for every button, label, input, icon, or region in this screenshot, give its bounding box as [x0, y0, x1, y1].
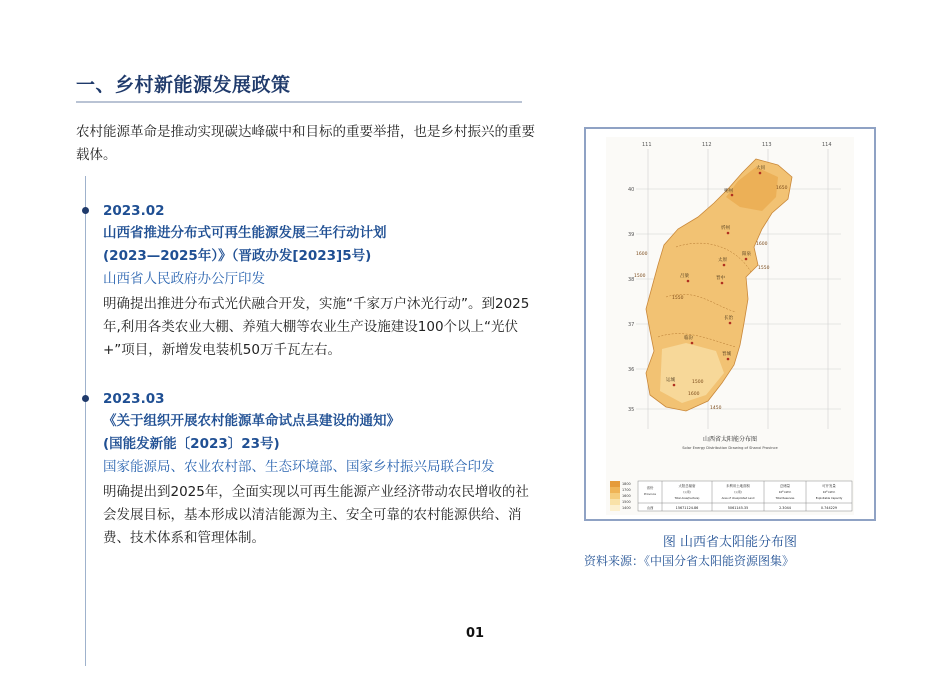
figure-source: 资料来源：《中国分省太阳能资源图集》: [584, 554, 795, 568]
city-label: 长治: [724, 316, 733, 321]
legend-label: 1700: [622, 488, 631, 492]
section-title: 一、乡村新能源发展政策: [76, 74, 291, 96]
entry-issuer: 国家能源局、农业农村部、生态环境部、国家乡村振兴局联合印发: [103, 459, 495, 475]
table-cell: 0.744229: [820, 506, 838, 510]
entry-year: 2023.02: [103, 203, 165, 219]
entry-body: 明确提出到2025年，全面实现以可再生能源产业经济带动农民增收的社会发展目标，基本形成以清洁能源为主、安全可靠的农村能源供给、消费、技术体系和管理体制。: [103, 484, 529, 546]
contour-label: 1550: [758, 266, 770, 271]
city-label: 大同: [756, 166, 765, 171]
longitude-label: 114: [822, 142, 832, 148]
longitude-label: 113: [762, 142, 772, 148]
intro-paragraph: 农村能源革命是推动实现碳达峰碳中和目标的重要举措，也是乡村振兴的重要载体。: [76, 124, 535, 163]
table-header-en: Exploitable Capacity: [815, 497, 843, 500]
table-header-unit: (公顷): [683, 490, 691, 494]
title-divider: [76, 101, 522, 103]
entry-issuer: 山西省人民政府办公厅印发: [103, 271, 265, 287]
longitude-label: 111: [642, 142, 652, 148]
contour-label: 1600: [756, 242, 768, 247]
legend-label: 1800: [622, 482, 631, 486]
latitude-label: 40: [628, 187, 635, 193]
contour-label: 1600: [688, 392, 700, 397]
table-header-en: Total Area(hectare): [674, 497, 700, 500]
page-number: 01: [465, 626, 485, 641]
table-cell: 15671124.86: [675, 506, 699, 510]
longitude-label: 112: [702, 142, 712, 148]
legend: [610, 481, 631, 511]
city-label: 忻州: [721, 226, 730, 231]
legend-swatch: [610, 493, 620, 499]
city-label: 吕梁: [680, 274, 689, 279]
latitude-label: 39: [628, 232, 635, 238]
city-label: 朔州: [724, 189, 733, 194]
contour-label: 1600: [636, 252, 648, 257]
legend-swatch: [610, 487, 620, 493]
table-header-en: Province: [644, 492, 656, 496]
legend-label: 1600: [622, 494, 631, 498]
timeline-dot: [82, 395, 89, 402]
city-label: 晋中: [716, 276, 725, 281]
map-sheet: [606, 137, 854, 515]
table-header: 省份: [646, 486, 654, 490]
legend-swatch: [610, 481, 620, 487]
table-cell: 5061145.35: [727, 506, 749, 510]
resource-table: [638, 481, 852, 511]
contour-label: 1500: [634, 274, 646, 279]
table-header-unit: (公顷): [734, 490, 742, 494]
city-label: 临汾: [684, 336, 693, 341]
latitude-label: 36: [628, 367, 635, 373]
table-header-en: Total Reserves: [775, 497, 795, 500]
table-header: 未利用土地面积: [726, 484, 750, 488]
table-header-en: Area of Unexploited Land: [721, 497, 755, 500]
city-label: 运城: [666, 378, 675, 383]
table-header: 总储量: [779, 484, 791, 488]
map-title: 山西省太阳能分布图: [702, 436, 758, 443]
legend-label: 1400: [622, 506, 631, 510]
city-label: 阳泉: [742, 252, 751, 257]
latitude-label: 38: [628, 277, 635, 283]
legend-swatch: [610, 499, 620, 505]
contour-label: 1450: [710, 406, 722, 411]
legend-label: 1500: [622, 500, 631, 504]
latitude-label: 37: [628, 322, 635, 328]
policy-entry: [103, 388, 531, 550]
shanxi-solar-map: [606, 137, 854, 515]
entry-title: 《关于组织开展农村能源革命试点县建设的通知》: [103, 413, 400, 429]
contour-label: 1650: [776, 186, 788, 191]
table-header-unit: 10⁸ kW·h: [822, 490, 836, 494]
latitude-label: 35: [628, 407, 635, 413]
map-figure: [584, 127, 876, 521]
entry-year: 2023.03: [103, 391, 165, 407]
timeline-line: [85, 176, 86, 666]
entry-body: 明确提出推进分布式光伏融合开发，实施“千家万户沐光行动”。到2025年,利用各类农业大棚、养殖大棚等农业生产设施建设100个以上“光伏+”项目，新增发电装机50万千瓦左右。: [103, 296, 530, 358]
contour-label: 1550: [672, 296, 684, 301]
figure-caption: 图 山西省太阳能分布图: [662, 535, 798, 550]
policy-entry: [103, 200, 531, 362]
table-header: 可开发量: [822, 484, 836, 488]
table-cell: 山西: [646, 506, 654, 510]
legend-swatch: [610, 505, 620, 511]
entry-title-line2: (2023—2025年）》（晋政办发[2023]5号): [103, 248, 372, 264]
table-header: 太阳总辐射: [678, 484, 696, 488]
city-label: 晋城: [722, 352, 731, 357]
map-subtitle: Solar Energy Distribution Drawing of Shanxi Province: [682, 446, 778, 450]
city-label: 太原: [718, 258, 727, 263]
entry-title-line2: (国能发新能〔2023〕23号): [103, 436, 280, 452]
table-header-unit: 10⁸ kW·h: [778, 490, 792, 494]
table-cell: 2.3044: [779, 506, 791, 510]
timeline-dot: [82, 207, 89, 214]
contour-label: 1500: [692, 380, 704, 385]
entry-title: 山西省推进分布式可再生能源发展三年行动计划: [103, 225, 387, 241]
